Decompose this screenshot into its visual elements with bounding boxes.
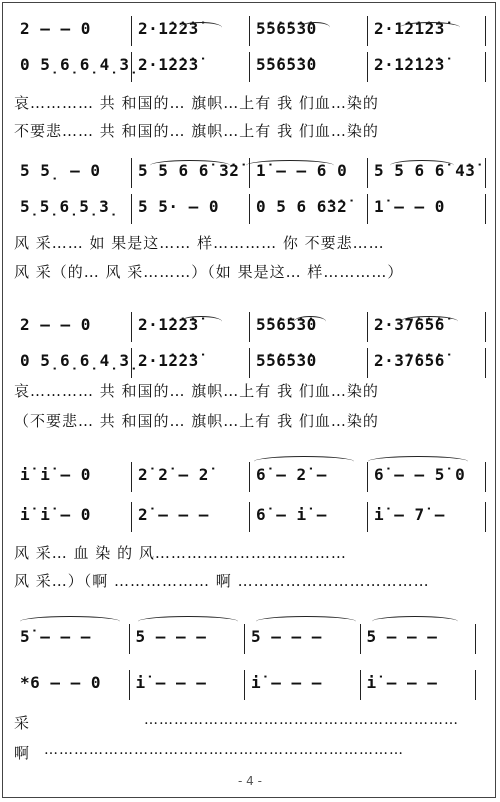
slur <box>400 22 460 33</box>
notes: 5̇5̇6̇5̇3̇0 <box>256 19 317 38</box>
slur <box>294 316 326 327</box>
notes: 5̣5̣6̣5̣3̣ <box>20 197 119 216</box>
slur <box>368 456 468 467</box>
continuation-dots: ……………………………………………………… <box>144 712 459 728</box>
lyric-line-1: 采 <box>14 714 31 732</box>
staff-lower <box>14 52 486 82</box>
notes: 0 5̣6̣6̣4̣3̣ <box>20 351 140 370</box>
measure <box>250 502 368 532</box>
notes: 6̇ — — 5̇ 0 <box>374 465 466 484</box>
measure <box>132 348 250 378</box>
slur <box>256 616 356 627</box>
slur <box>150 160 230 171</box>
measure <box>368 194 486 224</box>
notes: 2̇ — — — <box>138 505 209 524</box>
notes: 0 5 6 6̇3̇2̇ <box>256 197 348 216</box>
slur <box>246 160 334 171</box>
measure <box>14 502 132 532</box>
notes: i̇ — 7̇ — <box>374 505 445 524</box>
measure <box>361 670 477 700</box>
lyric-line-2: （不要悲… 共 和国的… 旗帜…上有 我 们血…染的 <box>14 412 379 430</box>
notes: 2·3̇7̇6̇5̇6̇ <box>374 315 445 334</box>
notes: 5̇5̇6̇5̇3̇0 <box>256 55 317 74</box>
measure <box>130 670 246 700</box>
lyric-line-2: 不要悲…… 共 和国的… 旗帜…上有 我 们血…染的 <box>14 122 379 140</box>
slur <box>20 616 120 627</box>
notes: 2 — — 0 <box>20 315 91 334</box>
measure <box>368 52 486 82</box>
notes: 2·3̇7̇6̇5̇6̇ <box>374 351 445 370</box>
notes: 5 — — — <box>366 627 438 646</box>
measure <box>130 624 246 654</box>
lyric-line-2: 风 采（的… 风 采………）（如 果是这… 样…………） <box>14 263 404 281</box>
slur <box>300 22 330 33</box>
staff-upper <box>14 624 476 654</box>
staff-lower <box>14 348 486 378</box>
notes: 2·1̇2̇2̇3̇ <box>138 19 199 38</box>
staff-lower <box>14 194 486 224</box>
notes: 1̇ — — 0 <box>374 197 445 216</box>
measure <box>14 462 132 492</box>
measure <box>14 16 132 46</box>
measure <box>368 502 486 532</box>
notes: 5 5 6 6̇ 3̇2̇ <box>138 161 240 180</box>
measure <box>14 670 130 700</box>
lyric-line-1: 哀………… 共 和国的… 旗帜…上有 我 们血…染的 <box>14 94 379 112</box>
notes: i̇ — — — <box>366 673 438 692</box>
notes: 5̇5̇6̇5̇3̇0 <box>256 351 317 370</box>
notes: 5 5 6 6̇ 4̇3̇ <box>374 161 476 180</box>
lyric-line-1: 风 采… 血 染 的 风……………………………… <box>14 544 347 562</box>
lyric-line-2: 风 采…）（啊 ……………… 啊 ……………………………… <box>14 572 430 590</box>
measure <box>250 52 368 82</box>
notes: 2̇ 2̇ — 2̇ <box>138 465 209 484</box>
measure <box>132 462 250 492</box>
staff-lower <box>14 670 476 700</box>
slur <box>390 160 454 171</box>
staff-lower <box>14 502 486 532</box>
slur <box>254 456 354 467</box>
lyric-line-1: 哀………… 共 和国的… 旗帜…上有 我 们血…染的 <box>14 382 379 400</box>
slur <box>180 22 222 33</box>
measure <box>14 52 140 82</box>
slur <box>180 316 222 327</box>
lyric-line-2: 啊 <box>14 744 31 762</box>
notes: 5 — — — <box>251 627 322 646</box>
page-number: - 4 - <box>238 774 262 788</box>
measure <box>250 348 368 378</box>
notes: 2·1̇2̇2̇3̇ <box>138 351 199 370</box>
notes: 1̇ — — 6 0 <box>256 161 348 180</box>
lyric-line-1: 风 采…… 如 果是这…… 样………… 你 不要悲…… <box>14 234 385 252</box>
slur <box>400 316 458 327</box>
notes: i̇ i̇ — 0 <box>20 505 91 524</box>
notes: 2·1̇2̇2̇3̇ <box>138 55 199 74</box>
measure <box>368 348 486 378</box>
notes: 2 — — 0 <box>20 19 91 38</box>
notes: 5̇ — — — <box>20 627 91 646</box>
measure <box>132 52 250 82</box>
notes: 2·1̇2̇1̇2̇3̇ <box>374 55 445 74</box>
measure <box>245 670 361 700</box>
notes: 5̇5̇6̇5̇3̇0 <box>256 315 317 334</box>
measure <box>250 194 368 224</box>
measure <box>14 194 132 224</box>
notes: 5 5· — 0 <box>138 197 220 216</box>
notes: i̇ i̇ — 0 <box>20 465 91 484</box>
notes: 6̇ — i̇ — <box>256 505 327 524</box>
slur <box>138 616 238 627</box>
measure <box>361 624 477 654</box>
measure <box>14 312 132 342</box>
measure <box>14 348 140 378</box>
measure <box>14 158 132 188</box>
notes: 6̇ — 2̇ — <box>256 465 327 484</box>
measure <box>14 624 130 654</box>
slur <box>372 616 458 627</box>
notes: 2·1̇2̇1̇2̇3̇ <box>374 19 445 38</box>
notes: 0 5̣6̣6̣4̣3̣ <box>20 55 140 74</box>
notes: 2·1̇2̇2̇3̇ <box>138 315 199 334</box>
measure <box>132 502 250 532</box>
notes: i̇ — — — <box>135 673 207 692</box>
measure <box>245 624 361 654</box>
notes: *6 — — 0 <box>20 673 102 692</box>
notes: i̇ — — — <box>251 673 322 692</box>
notes: 5 5̣ — 0 <box>20 161 101 180</box>
notes: 5 — — — <box>135 627 207 646</box>
continuation-dots: ……………………………………………………………… <box>44 742 404 758</box>
measure <box>132 194 250 224</box>
